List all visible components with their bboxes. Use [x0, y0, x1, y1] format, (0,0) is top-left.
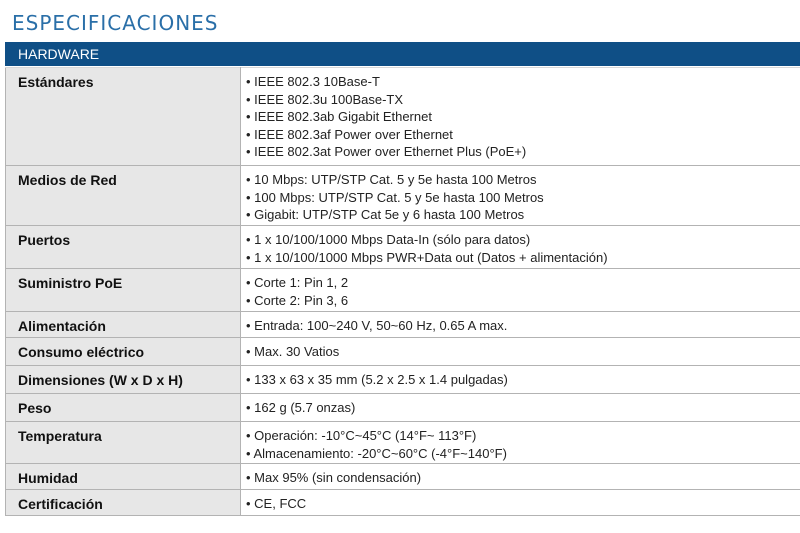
spec-bullet: • Operación: -10°C~45°C (14°F~ 113°F): [246, 427, 800, 445]
page-title: ESPECIFICACIONES: [12, 11, 219, 35]
spec-bullet: • 1 x 10/100/1000 Mbps Data-In (sólo para datos): [246, 231, 800, 249]
spec-value: [241, 464, 800, 490]
spec-row-temperatura: [6, 422, 800, 464]
spec-row-estandares: [6, 68, 800, 166]
spec-bullet: • CE, FCC: [246, 495, 800, 513]
spec-value: [241, 338, 800, 366]
spec-label: Puertos: [6, 226, 241, 269]
spec-row-alimentacion: [6, 312, 800, 338]
spec-value: [241, 226, 800, 269]
spec-value: [241, 366, 800, 394]
spec-label: Dimensiones (W x D x H): [6, 366, 241, 394]
spec-bullet: • IEEE 802.3 10Base-T: [246, 73, 800, 91]
spec-label: Alimentación: [6, 312, 241, 338]
spec-bullet: • Gigabit: UTP/STP Cat 5e y 6 hasta 100 Metros: [246, 206, 800, 224]
spec-row-humidad: [6, 464, 800, 490]
spec-value: [241, 68, 800, 166]
spec-label: Estándares: [6, 68, 241, 166]
spec-row-peso: [6, 394, 800, 422]
spec-bullet: • Corte 1: Pin 1, 2: [246, 274, 800, 292]
section-header-hardware: HARDWARE: [5, 42, 800, 66]
spec-value: [241, 394, 800, 422]
spec-label: Temperatura: [6, 422, 241, 464]
spec-label: Medios de Red: [6, 166, 241, 226]
spec-row-consumo-electrico: [6, 338, 800, 366]
spec-label: Humidad: [6, 464, 241, 490]
spec-label: Peso: [6, 394, 241, 422]
spec-value: [241, 166, 800, 226]
spec-bullet: • Max. 30 Vatios: [246, 343, 800, 361]
spec-label: Consumo eléctrico: [6, 338, 241, 366]
spec-label: Suministro PoE: [6, 269, 241, 312]
spec-bullet: • Entrada: 100~240 V, 50~60 Hz, 0.65 A max.: [246, 317, 800, 335]
spec-value: [241, 269, 800, 312]
spec-row-puertos: [6, 226, 800, 269]
spec-value: [241, 312, 800, 338]
specs-table: [5, 67, 800, 516]
spec-row-suministro-poe: [6, 269, 800, 312]
spec-bullet: • 162 g (5.7 onzas): [246, 399, 800, 417]
spec-label: Certificación: [6, 490, 241, 516]
spec-bullet: • IEEE 802.3at Power over Ethernet Plus (PoE+): [246, 143, 800, 161]
spec-row-dimensiones: [6, 366, 800, 394]
spec-bullet: • IEEE 802.3u 100Base-TX: [246, 91, 800, 109]
spec-value: [241, 490, 800, 516]
spec-value: [241, 422, 800, 464]
spec-bullet: • 100 Mbps: UTP/STP Cat. 5 y 5e hasta 100 Metros: [246, 189, 800, 207]
spec-bullet: • 1 x 10/100/1000 Mbps PWR+Data out (Datos + alimentación): [246, 249, 800, 267]
spec-bullet: • IEEE 802.3ab Gigabit Ethernet: [246, 108, 800, 126]
spec-bullet: • IEEE 802.3af Power over Ethernet: [246, 126, 800, 144]
spec-bullet: • Max 95% (sin condensación): [246, 469, 800, 487]
spec-bullet: • 133 x 63 x 35 mm (5.2 x 2.5 x 1.4 pulgadas): [246, 371, 800, 389]
spec-bullet: • 10 Mbps: UTP/STP Cat. 5 y 5e hasta 100 Metros: [246, 171, 800, 189]
spec-row-certificacion: [6, 490, 800, 516]
spec-bullet: • Almacenamiento: -20°C~60°C (-4°F~140°F): [246, 445, 800, 463]
spec-bullet: • Corte 2: Pin 3, 6: [246, 292, 800, 310]
spec-row-medios-de-red: [6, 166, 800, 226]
